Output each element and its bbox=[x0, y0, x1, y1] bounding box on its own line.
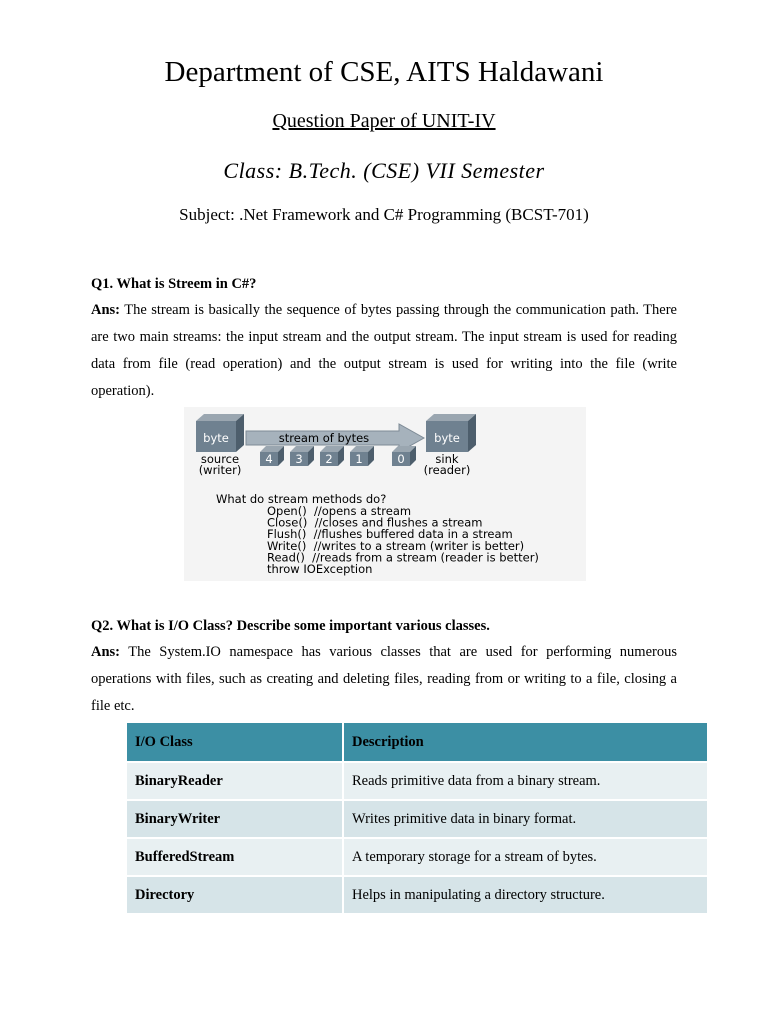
io-class-description: Helps in manipulating a directory structure. bbox=[343, 876, 708, 913]
io-class-description: Reads primitive data from a binary stream. bbox=[343, 762, 708, 800]
answer-1-text: The stream is basically the sequence of bytes passing through the communication path. There are two main streams: the input stream and the output stream. The input stream is used for reading data from file (read operation) and the output stream is used for writing into the file (write operation). bbox=[91, 302, 677, 399]
table-row bbox=[127, 762, 708, 800]
methods-heading: What do stream methods do? bbox=[216, 492, 387, 506]
answer-label: Ans: bbox=[91, 644, 121, 660]
io-class-description: A temporary storage for a stream of bytes. bbox=[343, 838, 708, 876]
method-line: Flush() //flushes buffered data in a stream bbox=[267, 527, 513, 542]
io-class-name: BinaryWriter bbox=[127, 800, 343, 838]
byte-cube-label: 4 bbox=[265, 452, 273, 466]
source-byte-box bbox=[196, 414, 244, 452]
byte-cube-label: 3 bbox=[295, 452, 303, 466]
io-class-description: Writes primitive data in binary format. bbox=[343, 800, 708, 838]
byte-cube-label: 1 bbox=[355, 452, 363, 466]
io-class-name: Directory bbox=[127, 876, 343, 913]
stream-diagram bbox=[184, 407, 586, 581]
column-header-io-class: I/O Class bbox=[127, 723, 343, 762]
method-line: Write() //writes to a stream (writer is better) bbox=[267, 538, 525, 553]
class-line: Class: B.Tech. (CSE) VII Semester bbox=[223, 158, 545, 183]
question-1: Q1. What is Streem in C#? bbox=[91, 276, 257, 292]
method-line: Read() //reads from a stream (reader is better) bbox=[267, 550, 539, 565]
subject-line: Subject: .Net Framework and C# Programming (BCST-701) bbox=[179, 205, 589, 224]
answer-label: Ans: bbox=[91, 302, 121, 318]
answer-1 bbox=[91, 297, 677, 405]
byte-cube bbox=[320, 446, 344, 466]
table-row bbox=[127, 876, 708, 913]
page-subtitle: Question Paper of UNIT-IV bbox=[272, 110, 496, 132]
table-row bbox=[127, 838, 708, 876]
sink-label: sink bbox=[435, 452, 459, 466]
io-class-name: BinaryReader bbox=[127, 762, 343, 800]
answer-2 bbox=[91, 639, 677, 720]
io-class-name: BufferedStream bbox=[127, 838, 343, 876]
byte-cube bbox=[350, 446, 374, 466]
byte-cubes bbox=[260, 446, 416, 466]
byte-cube-label: 2 bbox=[325, 452, 333, 466]
sink-sublabel: (reader) bbox=[423, 463, 471, 477]
svg-text:byte: byte bbox=[203, 431, 229, 445]
source-label: source bbox=[200, 452, 240, 466]
method-line: Close() //closes and flushes a stream bbox=[267, 515, 483, 530]
page-title: Department of CSE, AITS Haldawani bbox=[164, 56, 604, 88]
byte-cube bbox=[392, 446, 416, 466]
method-lines bbox=[267, 504, 539, 576]
sink-byte-box bbox=[426, 414, 476, 452]
method-line: throw IOException bbox=[267, 562, 373, 576]
method-line: Open() //opens a stream bbox=[267, 504, 412, 518]
svg-text:byte: byte bbox=[434, 431, 460, 445]
answer-2-text: The System.IO namespace has various classes that are used for performing numerous operations with files, such as creating and deleting files, reading from or writing to a file, closing a file etc. bbox=[91, 644, 677, 714]
io-class-table bbox=[127, 723, 709, 913]
question-2: Q2. What is I/O Class? Describe some important various classes. bbox=[91, 618, 490, 634]
table-header-row bbox=[127, 723, 708, 762]
byte-cube-label: 0 bbox=[397, 452, 405, 466]
table-row bbox=[127, 800, 708, 838]
column-header-description: Description bbox=[343, 723, 708, 762]
byte-cube bbox=[260, 446, 284, 466]
byte-cube bbox=[290, 446, 314, 466]
source-sublabel: (writer) bbox=[198, 463, 242, 477]
svg-text:stream of bytes: stream of bytes bbox=[278, 431, 370, 445]
